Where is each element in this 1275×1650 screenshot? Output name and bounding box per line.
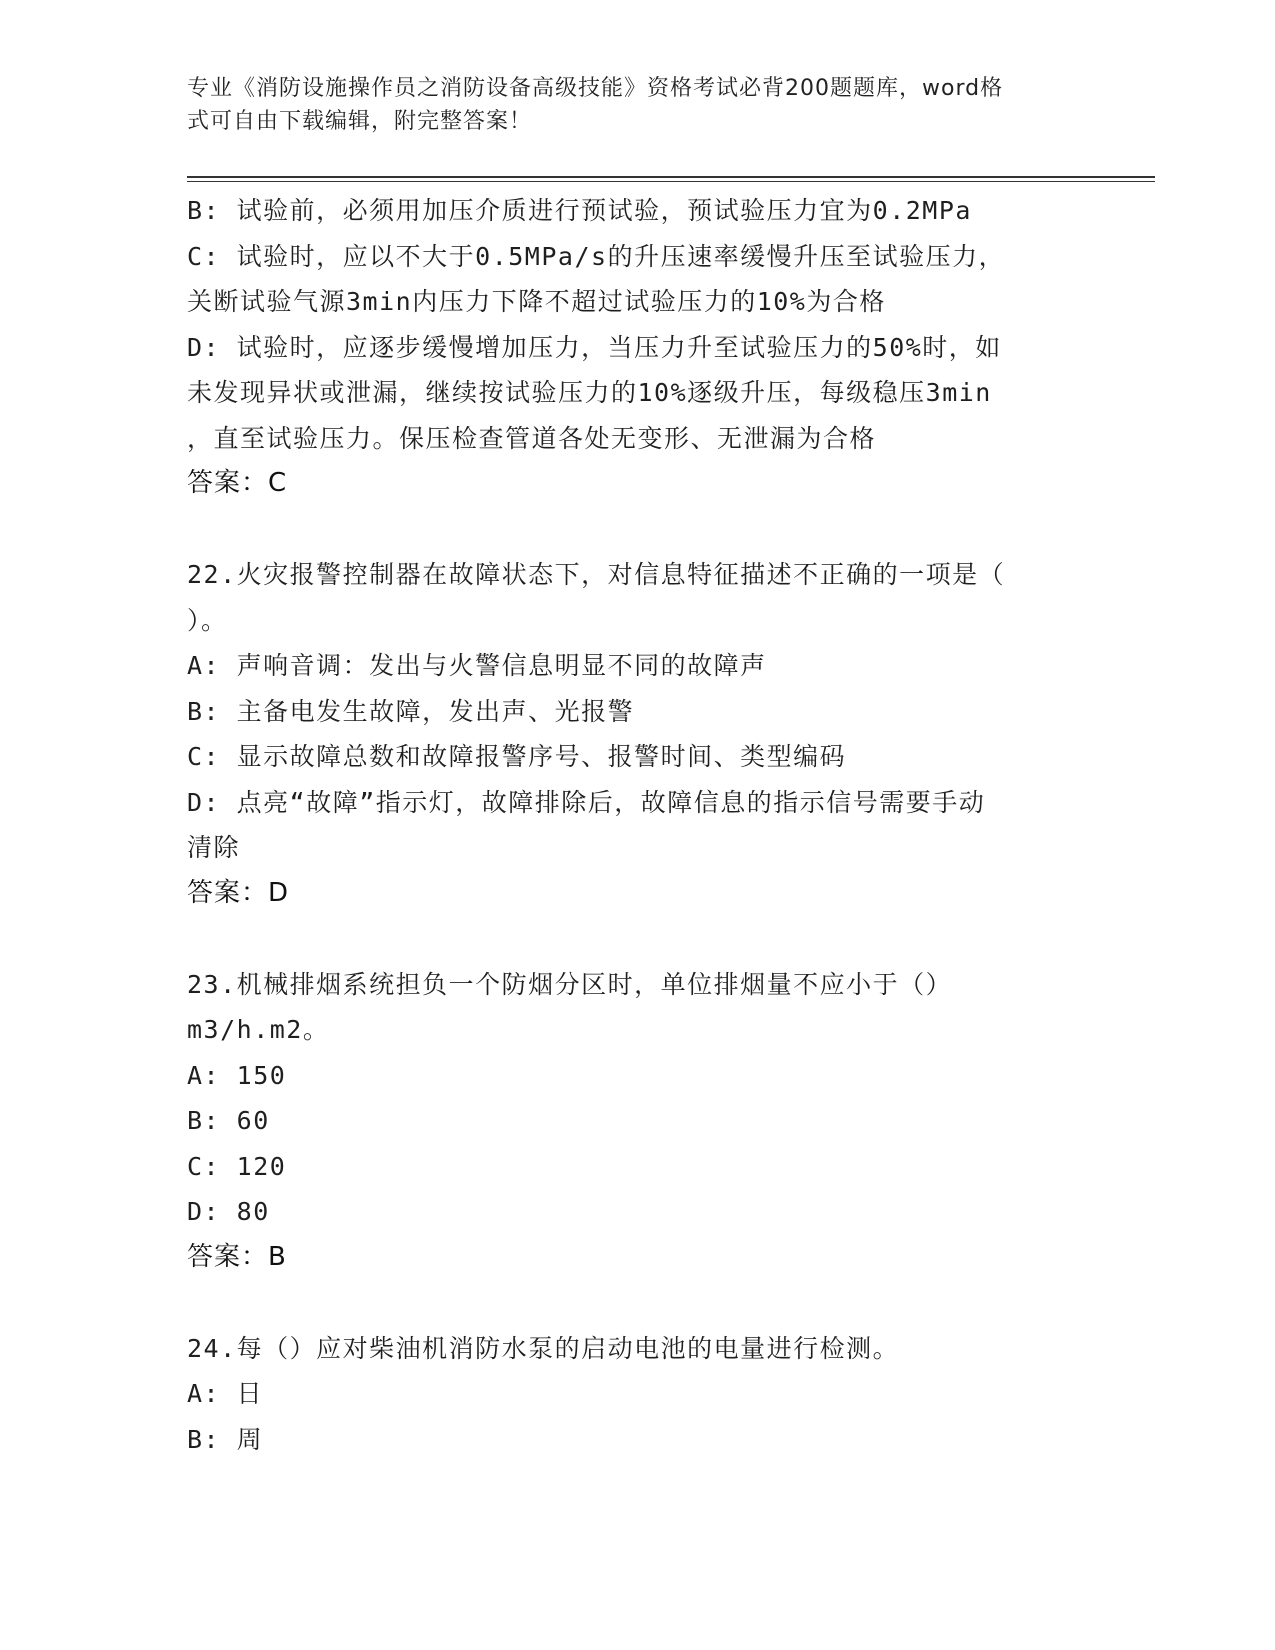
- option-d: D: 点亮“故障”指示灯，故障排除后，故障信息的指示信号需要手动: [187, 787, 986, 817]
- option-c: C: 120: [187, 1151, 287, 1181]
- option-d-cont-2: ，直至试验压力。保压检查管道各处无变形、无泄漏为合格: [187, 423, 877, 453]
- answer: 答案：C: [187, 468, 288, 498]
- option-b: B: 试验前，必须用加压介质进行预试验，预试验压力宜为0.2MPa: [187, 196, 972, 225]
- option-d-cont: 清除: [187, 833, 241, 862]
- header-line-2: 式可自由下载编辑，附完整答案！: [187, 109, 533, 134]
- document-header: [187, 72, 1067, 138]
- answer: 答案：D: [187, 877, 290, 908]
- option-a: A: 声响音调：发出与火警信息明显不同的故障声: [187, 651, 767, 680]
- question-content: [187, 188, 1087, 1462]
- option-b: B: 60: [187, 1106, 270, 1135]
- option-d: D: 试验时，应逐步缓慢增加压力，当压力升至试验压力的50%时，如: [187, 332, 1002, 362]
- question-stem: 24.每（）应对柴油机消防水泵的启动电池的电量进行检测。: [187, 1333, 900, 1363]
- question-23: [187, 962, 1087, 1281]
- option-b: B: 周: [187, 1424, 264, 1454]
- question-24: [187, 1326, 1087, 1463]
- option-a: A: 150: [187, 1060, 287, 1090]
- question-stem: 22.火灾报警控制器在故障状态下，对信息特征描述不正确的一项是（: [187, 560, 1006, 589]
- header-divider-top: [187, 176, 1155, 178]
- option-b: B: 主备电发生故障，发出声、光报警: [187, 696, 635, 726]
- header-line-1: 专业《消防设施操作员之消防设备高级技能》资格考试必背200题题库，word格: [187, 76, 1004, 101]
- option-c: C: 试验时，应以不大于0.5MPa/s的升压速率缓慢升压至试验压力，: [187, 241, 1006, 271]
- option-d-cont: 未发现异状或泄漏，继续按试验压力的10%逐级升压，每级稳压3min: [187, 378, 992, 407]
- question-21: [187, 188, 1087, 507]
- option-d: D: 80: [187, 1197, 270, 1226]
- question-stem: 23.机械排烟系统担负一个防烟分区时，单位排烟量不应小于（）: [187, 969, 953, 999]
- option-c: C: 显示故障总数和故障报警序号、报警时间、类型编码: [187, 742, 847, 771]
- spacer: [187, 507, 1087, 553]
- question-stem-cont: m3/h.m2。: [187, 1015, 330, 1044]
- option-c-cont: 关断试验气源3min内压力下降不超过试验压力的10%为合格: [187, 287, 886, 316]
- question-stem-cont: ）。: [187, 605, 228, 635]
- option-a: A: 日: [187, 1379, 264, 1408]
- header-divider-bottom: [187, 181, 1155, 182]
- answer: 答案：B: [187, 1241, 287, 1272]
- question-22: [187, 552, 1087, 916]
- spacer: [187, 1280, 1087, 1326]
- spacer: [187, 916, 1087, 962]
